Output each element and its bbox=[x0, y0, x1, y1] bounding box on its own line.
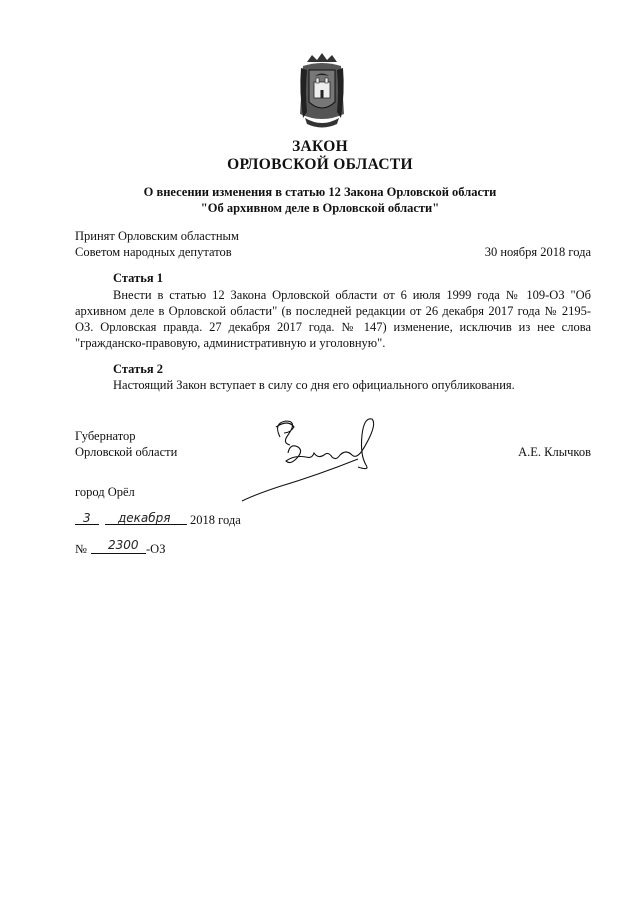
month-underline bbox=[105, 524, 187, 525]
document-subtitle-line2: "Об архивном деле в Орловской области" bbox=[200, 201, 440, 215]
document-subtitle-line1: О внесении изменения в статью 12 Закона Орловской области bbox=[143, 185, 497, 199]
signatory-name: А.Е. Клычков bbox=[518, 445, 591, 459]
law-number-prefix: № bbox=[75, 542, 87, 556]
signing-year: 2018 года bbox=[190, 513, 241, 527]
handwritten-signature bbox=[228, 415, 388, 505]
signatory-position-line2: Орловской области bbox=[75, 445, 178, 459]
signing-month: декабря bbox=[118, 511, 171, 525]
day-underline bbox=[75, 524, 99, 525]
city: город Орёл bbox=[75, 485, 135, 499]
article-2-text: Настоящий Закон вступает в силу со дня его официального опубликования. bbox=[113, 378, 515, 392]
article-1-text: Внести в статью 12 Закона Орловской области от 6 июля 1999 года № 109-ОЗ "Об архивном деле в Орловской области" (в последней редакции от 26 декабря 2017 года № 2195-ОЗ. Орловская правда. 27 декабря 2017 года. № 147) изменение, исключив из нее слова "гражданско-правовую, административную и уголовную". bbox=[75, 288, 591, 350]
document-title-line2: ОРЛОВСКОЙ ОБЛАСТИ bbox=[227, 156, 413, 173]
adoption-line1: Принят Орловским областным bbox=[75, 229, 239, 243]
adoption-date: 30 ноября 2018 года bbox=[484, 245, 591, 259]
number-underline bbox=[91, 553, 146, 554]
law-number: 2300 bbox=[108, 538, 139, 552]
document-title-line1: ЗАКОН bbox=[292, 138, 348, 155]
article-1-title: Статья 1 bbox=[113, 271, 163, 285]
law-number-suffix: -ОЗ bbox=[146, 542, 166, 556]
adoption-line2: Советом народных депутатов bbox=[75, 245, 232, 259]
signatory-position-line1: Губернатор bbox=[75, 429, 136, 443]
signing-day: 3 bbox=[83, 511, 91, 525]
orel-region-coat-of-arms-icon bbox=[297, 52, 347, 132]
article-2-title: Статья 2 bbox=[113, 362, 163, 376]
